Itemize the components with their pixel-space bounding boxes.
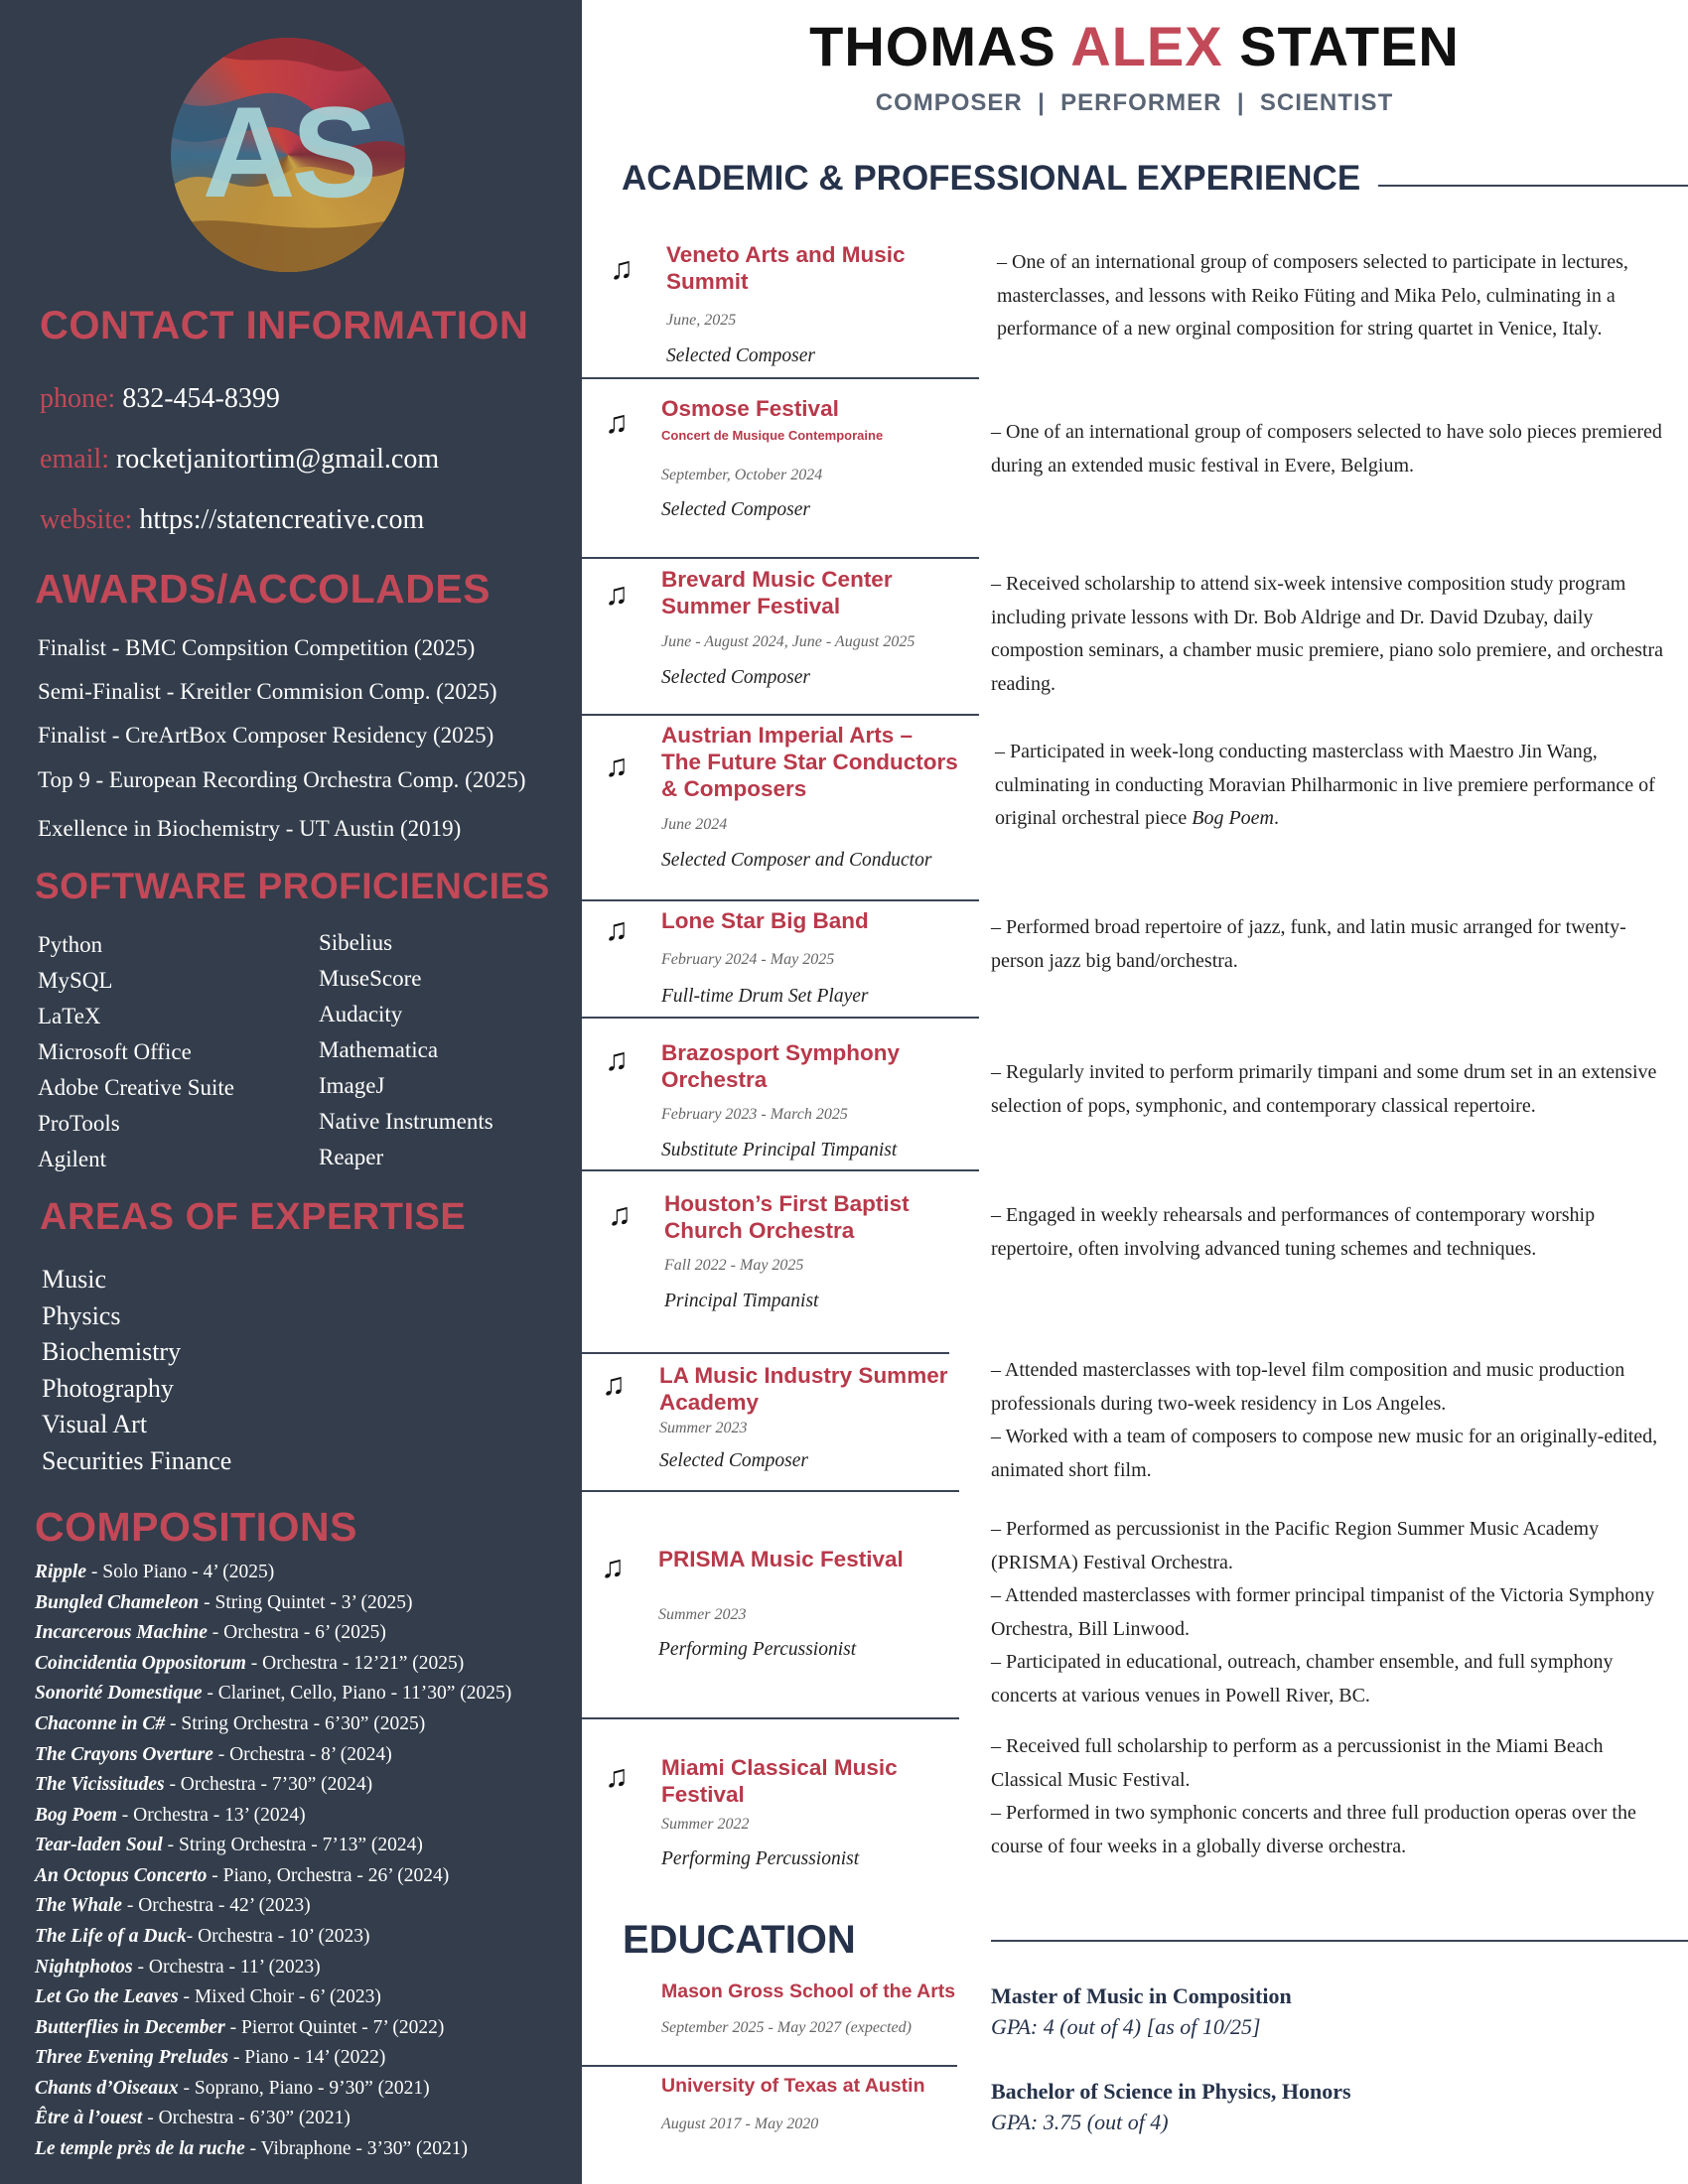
contact-heading: CONTACT INFORMATION: [40, 304, 529, 347]
award-item: Top 9 - European Recording Orchestra Comp. (2025): [38, 767, 526, 792]
composition-item: [35, 1774, 372, 1796]
music-note-icon: ♫: [605, 1758, 629, 1794]
avatar-initials: AS: [202, 79, 374, 224]
composition-title: Le temple près de la ruche: [35, 2138, 245, 2159]
composition-details: - Soprano, Piano - 9’30” (2021): [178, 2078, 430, 2099]
composition-title: Three Evening Preludes: [35, 2047, 228, 2068]
entry-divider: [582, 1717, 959, 1719]
composition-item: [35, 2138, 468, 2160]
entry-subtitle: Concert de Musique Contemporaine: [661, 428, 884, 443]
composition-details: - Orchestra - 42’ (2023): [121, 1895, 311, 1916]
entry-divider: [582, 1352, 949, 1354]
expertise-item: Photography: [42, 1374, 174, 1403]
music-note-icon: ♫: [601, 1549, 625, 1584]
entry-description-text: – Participated in week-long conducting masterclass with Maestro Jin Wang, culminating in conducting Moravian Philharmonic in live premiere performance of original orchestral piece: [995, 741, 1655, 829]
avatar: [171, 38, 405, 272]
entry-divider: [582, 1169, 979, 1171]
contact-website: [40, 504, 424, 536]
entry-divider: [582, 899, 979, 901]
expertise-item: Securities Finance: [42, 1446, 232, 1475]
music-note-icon: ♫: [608, 1196, 632, 1232]
composition-item: [35, 2047, 385, 2069]
music-note-icon: ♫: [602, 1366, 626, 1402]
entry-description: [995, 736, 1666, 836]
resume-name: [581, 14, 1688, 78]
software-item: Microsoft Office: [38, 1039, 192, 1064]
composition-item: [35, 2078, 430, 2100]
entry-divider: [582, 377, 979, 379]
entry-divider: [582, 1017, 979, 1019]
entry-role: Full-time Drum Set Player: [661, 986, 869, 1007]
name-middle: ALEX: [1070, 15, 1223, 77]
composition-details: - Piano - 14’ (2022): [228, 2047, 386, 2068]
entry-date: June 2024: [661, 816, 728, 833]
entry-description-end: .: [1274, 807, 1280, 829]
entry-organization: Lone Star Big Band: [661, 908, 869, 933]
entry-role: Selected Composer: [659, 1450, 809, 1471]
resume-subtitle: COMPOSER | PERFORMER | SCIENTIST: [875, 89, 1394, 116]
entry-date: February 2024 - May 2025: [661, 951, 835, 968]
expertise-item: Music: [42, 1265, 106, 1294]
composition-title: The Whale: [35, 1895, 122, 1916]
name-last: STATEN: [1239, 15, 1460, 77]
music-note-icon: ♫: [610, 250, 633, 286]
entry-description: – Performed broad repertoire of jazz, funk, and latin music arranged for twenty-person jazz big band/orchestra.: [991, 916, 1626, 972]
composition-details: - String Orchestra - 7’13” (2024): [162, 1835, 423, 1855]
entry-divider: [582, 557, 979, 559]
software-item: ProTools: [38, 1111, 120, 1136]
composition-details: - Orchestra - 6’30” (2021): [142, 2108, 351, 2128]
composition-title: Sonorité Domestique: [35, 1683, 203, 1704]
composition-title: Nightphotos: [35, 1957, 133, 1978]
entry-organization: Brevard Music Center Summer Festival: [661, 567, 893, 618]
composition-title: Bungled Chameleon: [35, 1592, 200, 1613]
composition-item: [35, 1805, 306, 1827]
composition-title: Bog Poem: [35, 1805, 117, 1826]
composition-details: - Orchestra - 11’ (2023): [132, 1957, 321, 1978]
entry-description: – Attended masterclasses with top-level film composition and music production professionals during two-week residency in Los Angeles. – Worked with a team of composers to compose new music for an originally-edited, animated short film.: [991, 1359, 1658, 1481]
entry-role: Selected Composer and Conductor: [661, 850, 932, 871]
composition-details: - Vibraphone - 3’30” (2021): [244, 2138, 469, 2159]
software-item: Reaper: [319, 1145, 384, 1169]
composition-title: Chaconne in C#: [35, 1713, 166, 1734]
composition-details: - Orchestra - 7’30” (2024): [164, 1774, 373, 1795]
composition-item: [35, 1986, 381, 2008]
composition-title: Butterflies in December: [35, 2017, 225, 2038]
software-item: Python: [38, 932, 103, 957]
website-label: website:: [40, 504, 133, 535]
composition-details: - Orchestra - 10’ (2023): [186, 1926, 370, 1947]
composition-item: [35, 1653, 464, 1675]
email-label: email:: [40, 444, 109, 475]
composition-details: - Orchestra - 13’ (2024): [116, 1805, 306, 1826]
education-date: September 2025 - May 2027 (expected): [661, 2019, 912, 2036]
entry-organization: PRISMA Music Festival: [658, 1547, 904, 1571]
sidebar: [0, 0, 582, 2184]
entry-description: – Performed as percussionist in the Pacific Region Summer Music Academy (PRISMA) Festival Orchestra. – Attended masterclasses with former principal timpanist of the Victoria Symphony Orchestra, Bill Linwood. – Participated in educational, outreach, chamber ensemble, and full symphony concerts at various venues in Powell River, BC.: [991, 1518, 1655, 1706]
entry-date: June, 2025: [666, 312, 737, 329]
composition-title: An Octopus Concerto: [35, 1865, 208, 1886]
education-degree: Master of Music in Composition: [991, 1983, 1292, 2008]
software-item: Mathematica: [319, 1037, 439, 1062]
education-gpa: GPA: 4 (out of 4) [as of 10/25]: [991, 2014, 1261, 2039]
entry-date: June - August 2024, June - August 2025: [661, 633, 915, 650]
awards-heading: AWARDS/ACCOLADES: [35, 566, 492, 612]
phone-value[interactable]: 832-454-8399: [122, 383, 280, 414]
entry-organization: Osmose Festival: [661, 396, 839, 421]
composition-details: - Clarinet, Cello, Piano - 11’30” (2025): [202, 1683, 512, 1704]
entry-organization: Veneto Arts and Music Summit: [666, 242, 906, 294]
education-degree: Bachelor of Science in Physics, Honors: [991, 2079, 1351, 2104]
entry-description: – Received scholarship to attend six-week intensive composition study program including private lessons with Dr. Bob Aldrige and Dr. David Dzubay, daily compostion seminars, a chamber music premiere, piano solo premiere, and orchestra reading.: [991, 573, 1663, 695]
entry-date: February 2023 - March 2025: [661, 1106, 848, 1123]
entry-role: Performing Percussionist: [661, 1848, 860, 1869]
entry-organization: Brazosport Symphony Orchestra: [661, 1040, 901, 1092]
contact-phone: [40, 383, 280, 415]
composition-item: [35, 1622, 386, 1644]
music-note-icon: ♫: [605, 748, 629, 783]
composition-title: Chants d’Oiseaux: [35, 2078, 179, 2099]
expertise-heading: AREAS OF EXPERTISE: [40, 1196, 467, 1238]
software-item: Native Instruments: [319, 1109, 493, 1134]
award-item: Finalist - BMC Compsition Competition (2025): [38, 635, 476, 660]
software-item: Adobe Creative Suite: [38, 1075, 235, 1100]
website-link[interactable]: https://statencreative.com: [139, 504, 425, 535]
compositions-heading: COMPOSITIONS: [35, 1504, 357, 1550]
composition-title: The Life of a Duck: [35, 1926, 187, 1947]
composition-item: [35, 1713, 425, 1735]
entry-date: Summer 2022: [661, 1816, 750, 1833]
education-date: August 2017 - May 2020: [661, 2116, 819, 2132]
composition-title: Incarcerous Machine: [35, 1622, 208, 1643]
composition-title: Let Go the Leaves: [35, 1986, 179, 2007]
contact-email: [40, 444, 439, 476]
composition-details: - Orchestra - 6’ (2025): [207, 1622, 386, 1643]
entry-description: – Received full scholarship to perform as a percussionist in the Miami Beach Classical Music Festival. – Performed in two symphonic concerts and three full production operas over the course of four weeks in a globally diverse orchestra.: [991, 1735, 1636, 1857]
composition-item: [35, 1744, 392, 1766]
entry-date: September, October 2024: [661, 467, 823, 483]
entry-role: Selected Composer: [666, 345, 816, 366]
experience-heading-rule: [1378, 185, 1688, 187]
entry-organization: Miami Classical Music Festival: [661, 1755, 898, 1807]
music-note-icon: ♫: [605, 404, 629, 440]
composition-item: [35, 1895, 311, 1917]
phone-label: phone:: [40, 383, 116, 414]
composition-details: - String Quintet - 3’ (2025): [199, 1592, 413, 1613]
email-link[interactable]: rocketjanitortim@gmail.com: [115, 444, 440, 475]
award-item: Exellence in Biochemistry - UT Austin (2019): [38, 816, 462, 841]
software-item: Agilent: [38, 1147, 106, 1171]
music-note-icon: ♫: [605, 911, 629, 947]
software-item: Audacity: [319, 1002, 403, 1026]
entry-role: Performing Percussionist: [658, 1639, 857, 1660]
education-divider: [582, 2065, 957, 2067]
composition-item: [35, 1683, 511, 1705]
composition-item: [35, 1957, 321, 1979]
experience-heading: ACADEMIC & PROFESSIONAL EXPERIENCE: [622, 159, 1361, 198]
entry-description: – Engaged in weekly rehearsals and performances of contemporary worship repertoire, often involving advanced tuning schemes and techniques.: [991, 1204, 1596, 1260]
expertise-item: Biochemistry: [42, 1337, 182, 1366]
entry-description: – One of an international group of composers selected to participate in lectures, masterclasses, and lessons with Reiko Füting and Mika Pelo, culminating in a performance of a new orginal composition for string quartet in Venice, Italy.: [997, 251, 1628, 340]
entry-divider: [582, 714, 979, 716]
entry-role: Selected Composer: [661, 667, 811, 688]
composition-details: - Solo Piano - 4’ (2025): [86, 1562, 275, 1582]
software-item: LaTeX: [38, 1004, 101, 1028]
composition-details: - Piano, Orchestra - 26’ (2024): [207, 1865, 450, 1886]
entry-organization: Austrian Imperial Arts – The Future Star Conductors & Composers: [661, 723, 958, 801]
composition-details: - Mixed Choir - 6’ (2023): [178, 1986, 381, 2007]
composition-title: The Vicissitudes: [35, 1774, 165, 1795]
composition-item: [35, 2108, 351, 2129]
entry-organization: LA Music Industry Summer Academy: [659, 1363, 948, 1415]
composition-title: The Crayons Overture: [35, 1744, 213, 1765]
education-heading-rule: [991, 1940, 1688, 1942]
composition-details: - String Orchestra - 6’30” (2025): [165, 1713, 426, 1734]
composition-item: [35, 1865, 449, 1887]
education-school: Mason Gross School of the Arts: [661, 1980, 956, 2002]
composition-item: [35, 1562, 274, 1583]
entry-divider: [582, 1490, 959, 1492]
education-heading: EDUCATION: [623, 1918, 856, 1962]
composition-details: - Orchestra - 12’21” (2025): [245, 1653, 465, 1674]
composition-title: Coincidentia Oppositorum: [35, 1653, 246, 1674]
composition-title: Ripple: [35, 1562, 86, 1582]
entry-description: – Regularly invited to perform primarily timpani and some drum set in an extensive selection of pops, symphonic, and contemporary classical repertoire.: [991, 1061, 1657, 1117]
entry-date: Fall 2022 - May 2025: [664, 1257, 804, 1274]
music-note-icon: ♫: [605, 1041, 629, 1077]
entry-description-italic: Bog Poem: [1192, 807, 1275, 829]
entry-date: Summer 2023: [658, 1606, 747, 1623]
composition-details: - Orchestra - 8’ (2024): [212, 1744, 392, 1765]
composition-title: Tear-laden Soul: [35, 1835, 163, 1855]
software-item: Sibelius: [319, 930, 393, 955]
expertise-item: Visual Art: [42, 1410, 148, 1438]
entry-role: Selected Composer: [661, 499, 811, 520]
software-heading: SOFTWARE PROFICIENCIES: [35, 866, 550, 906]
composition-item: [35, 1926, 370, 1948]
entry-date: Summer 2023: [659, 1420, 748, 1436]
entry-role: Principal Timpanist: [664, 1291, 819, 1311]
composition-item: [35, 2017, 444, 2039]
composition-title: Être à l’ouest: [35, 2108, 143, 2128]
award-item: Semi-Finalist - Kreitler Commision Comp. (2025): [38, 679, 497, 704]
composition-item: [35, 1592, 412, 1614]
award-item: Finalist - CreArtBox Composer Residency (2025): [38, 723, 494, 748]
software-item: MuseScore: [319, 966, 422, 991]
entry-organization: Houston’s First Baptist Church Orchestra: [664, 1191, 910, 1243]
education-school: University of Texas at Austin: [661, 2075, 925, 2097]
music-note-icon: ♫: [605, 576, 629, 612]
expertise-item: Physics: [42, 1301, 121, 1330]
composition-details: - Pierrot Quintet - 7’ (2022): [224, 2017, 445, 2038]
software-item: MySQL: [38, 968, 113, 993]
software-item: ImageJ: [319, 1073, 385, 1098]
composition-item: [35, 1835, 423, 1856]
education-gpa: GPA: 3.75 (out of 4): [991, 2110, 1169, 2134]
name-first: THOMAS: [809, 15, 1056, 77]
entry-role: Substitute Principal Timpanist: [661, 1140, 898, 1160]
entry-description: – One of an international group of composers selected to have solo pieces premiered during an extended music festival in Evere, Belgium.: [991, 421, 1662, 477]
